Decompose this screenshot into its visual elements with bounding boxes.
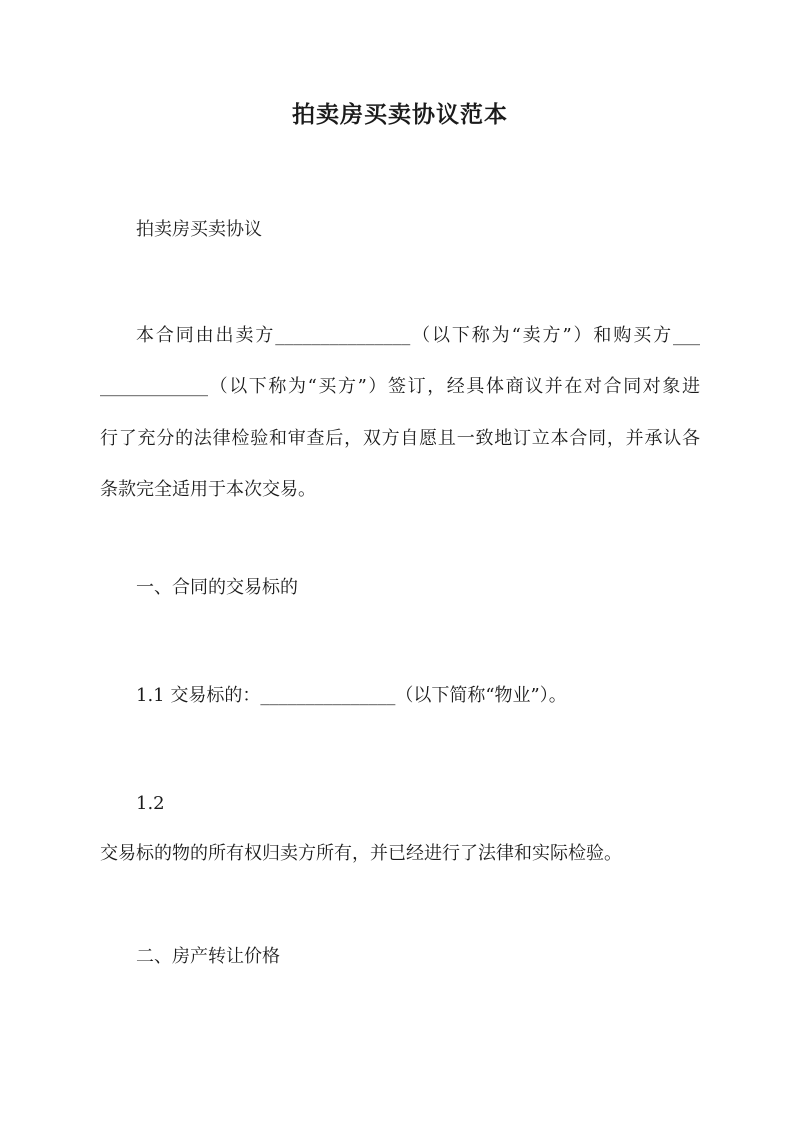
intro-line-1: 本合同由出卖方_______________（以下称为“卖方”）和购买方___ — [136, 325, 700, 346]
document-title: 拍卖房买卖协议范本 — [292, 101, 508, 128]
section-2-heading: 二、房产转让价格 — [136, 946, 280, 967]
intro-line-3: 行了充分的法律检验和审查后，双方自愿且一致地订立本合同，并承认各 — [100, 428, 700, 449]
section-1-heading: 一、合同的交易标的 — [136, 577, 298, 598]
clause-1-1: 1.1 交易标的：_______________（以下简称“物业”）。 — [136, 685, 567, 706]
intro-line-4: 条款完全适用于本次交易。 — [100, 479, 316, 500]
agreement-subtitle: 拍卖房买卖协议 — [136, 219, 262, 240]
clause-1-2-text: 交易标的物的所有权归卖方所有，并已经进行了法律和实际检验。 — [100, 843, 622, 864]
clause-1-2-number: 1.2 — [136, 793, 165, 814]
intro-line-2: ____________（以下称为“买方”）签订，经具体商议并在对合同对象进 — [100, 376, 700, 397]
